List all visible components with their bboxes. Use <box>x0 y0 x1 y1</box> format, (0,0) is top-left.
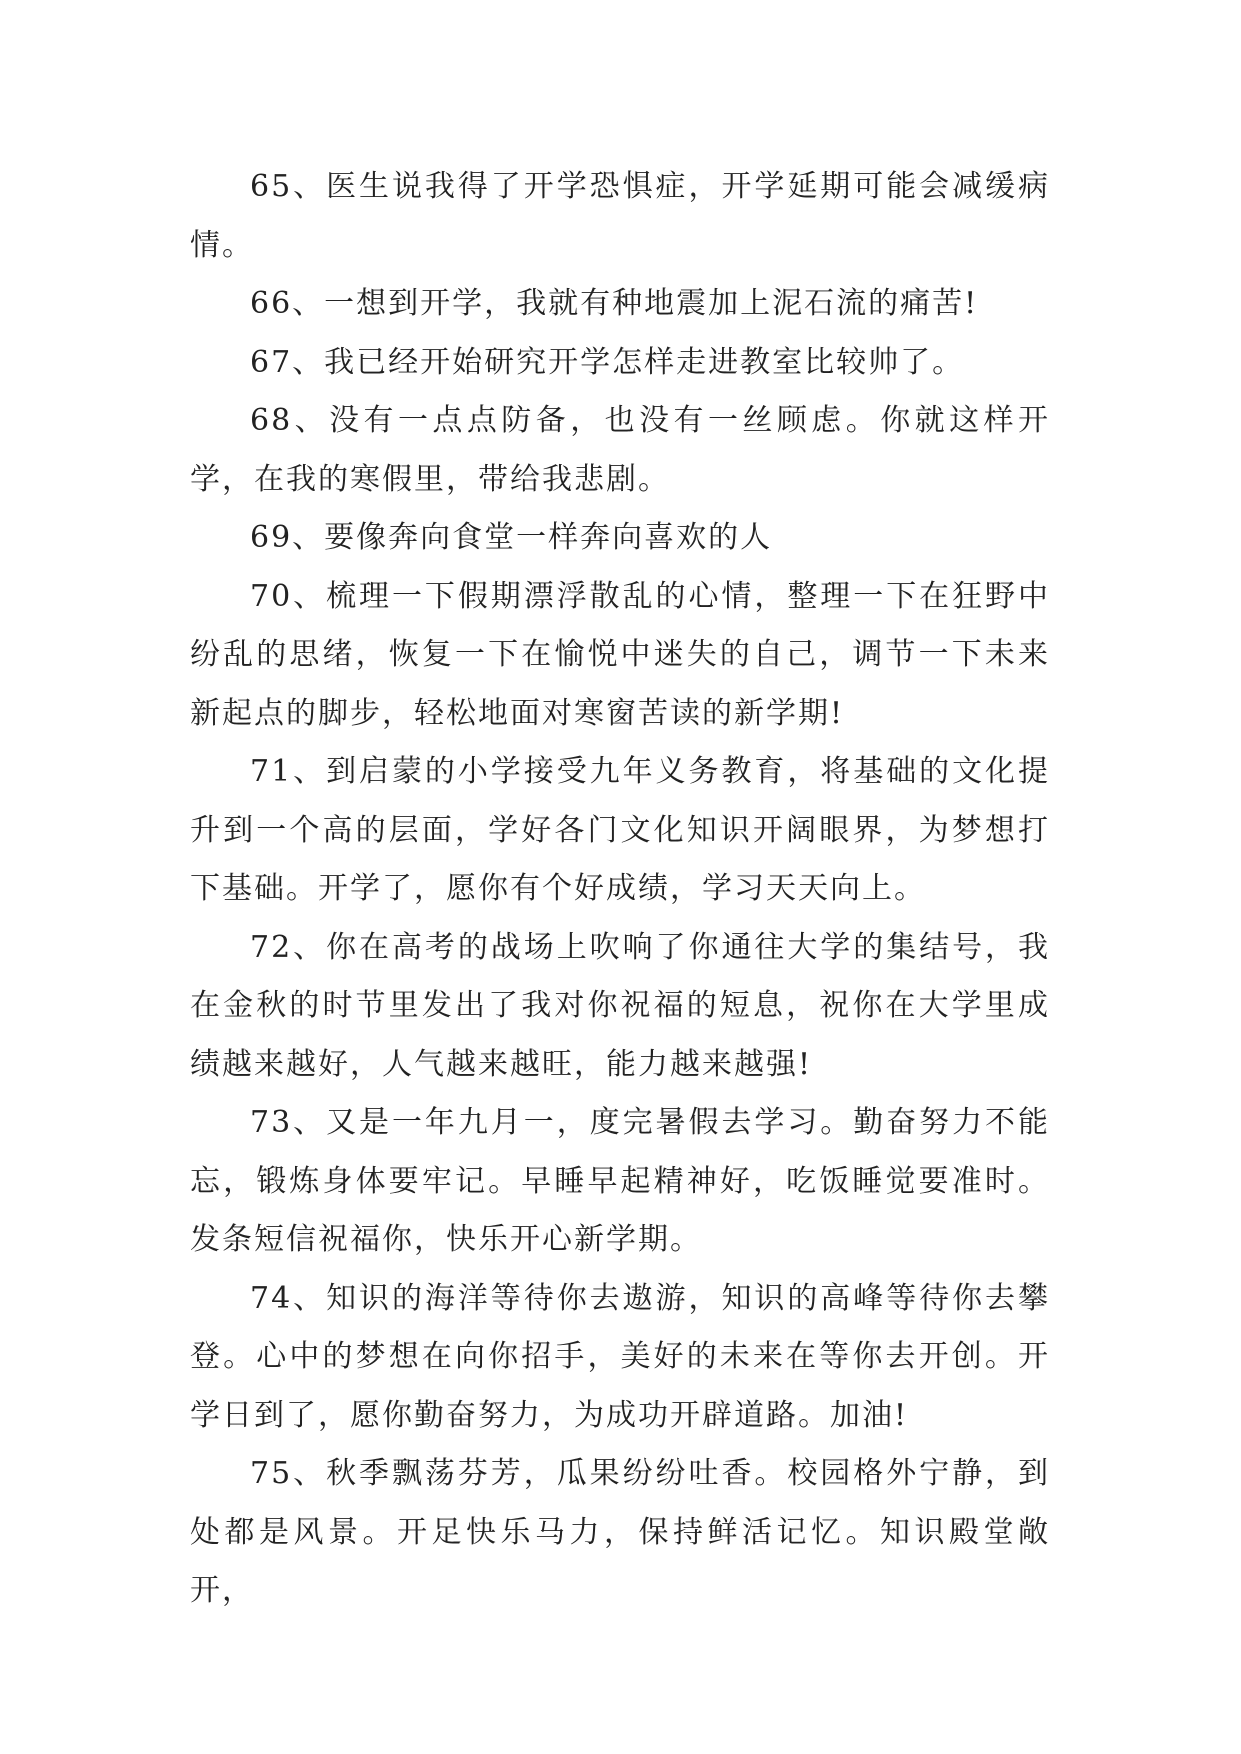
document-body <box>190 158 1050 1621</box>
paragraph-67: 67、我已经开始研究开学怎样走进教室比较帅了。 <box>250 344 965 380</box>
paragraph-72: 72、你在高考的战场上吹响了你通往大学的集结号，我在金秋的时节里发出了我对你祝福的短息，祝你在大学里成绩越来越好，人气越来越旺，能力越来越强! <box>190 929 1050 1082</box>
paragraph-74: 74、知识的海洋等待你去遨游，知识的高峰等待你去攀登。心中的梦想在向你招手，美好的未来在等你去开创。开学日到了，愿你勤奋努力，为成功开辟道路。加油! <box>190 1280 1050 1433</box>
paragraph-70: 70、梳理一下假期漂浮散乱的心情，整理一下在狂野中纷乱的思绪，恢复一下在愉悦中迷失的自己，调节一下未来新起点的脚步，轻松地面对寒窗苦读的新学期! <box>190 578 1050 731</box>
paragraph-71: 71、到启蒙的小学接受九年义务教育，将基础的文化提升到一个高的层面，学好各门文化知识开阔眼界，为梦想打下基础。开学了，愿你有个好成绩，学习天天向上。 <box>190 754 1050 906</box>
paragraph-69: 69、要像奔向食堂一样奔向喜欢的人 <box>250 520 773 555</box>
paragraph-73: 73、又是一年九月一，度完暑假去学习。勤奋努力不能忘，锻炼身体要牢记。早睡早起精神好，吃饭睡觉要准时。发条短信祝福你，快乐开心新学期。 <box>190 1105 1050 1257</box>
paragraph-66: 66、一想到开学，我就有种地震加上泥石流的痛苦! <box>250 286 979 321</box>
paragraph-65: 65、医生说我得了开学恐惧症，开学延期可能会减缓病情。 <box>190 169 1050 263</box>
paragraph-68: 68、没有一点点防备，也没有一丝顾虑。你就这样开学，在我的寒假里，带给我悲剧。 <box>190 403 1050 497</box>
paragraph-75: 75、秋季飘荡芬芳，瓜果纷纷吐香。校园格外宁静，到处都是风景。开足快乐马力，保持鲜活记忆。知识殿堂敞开， <box>190 1456 1050 1608</box>
